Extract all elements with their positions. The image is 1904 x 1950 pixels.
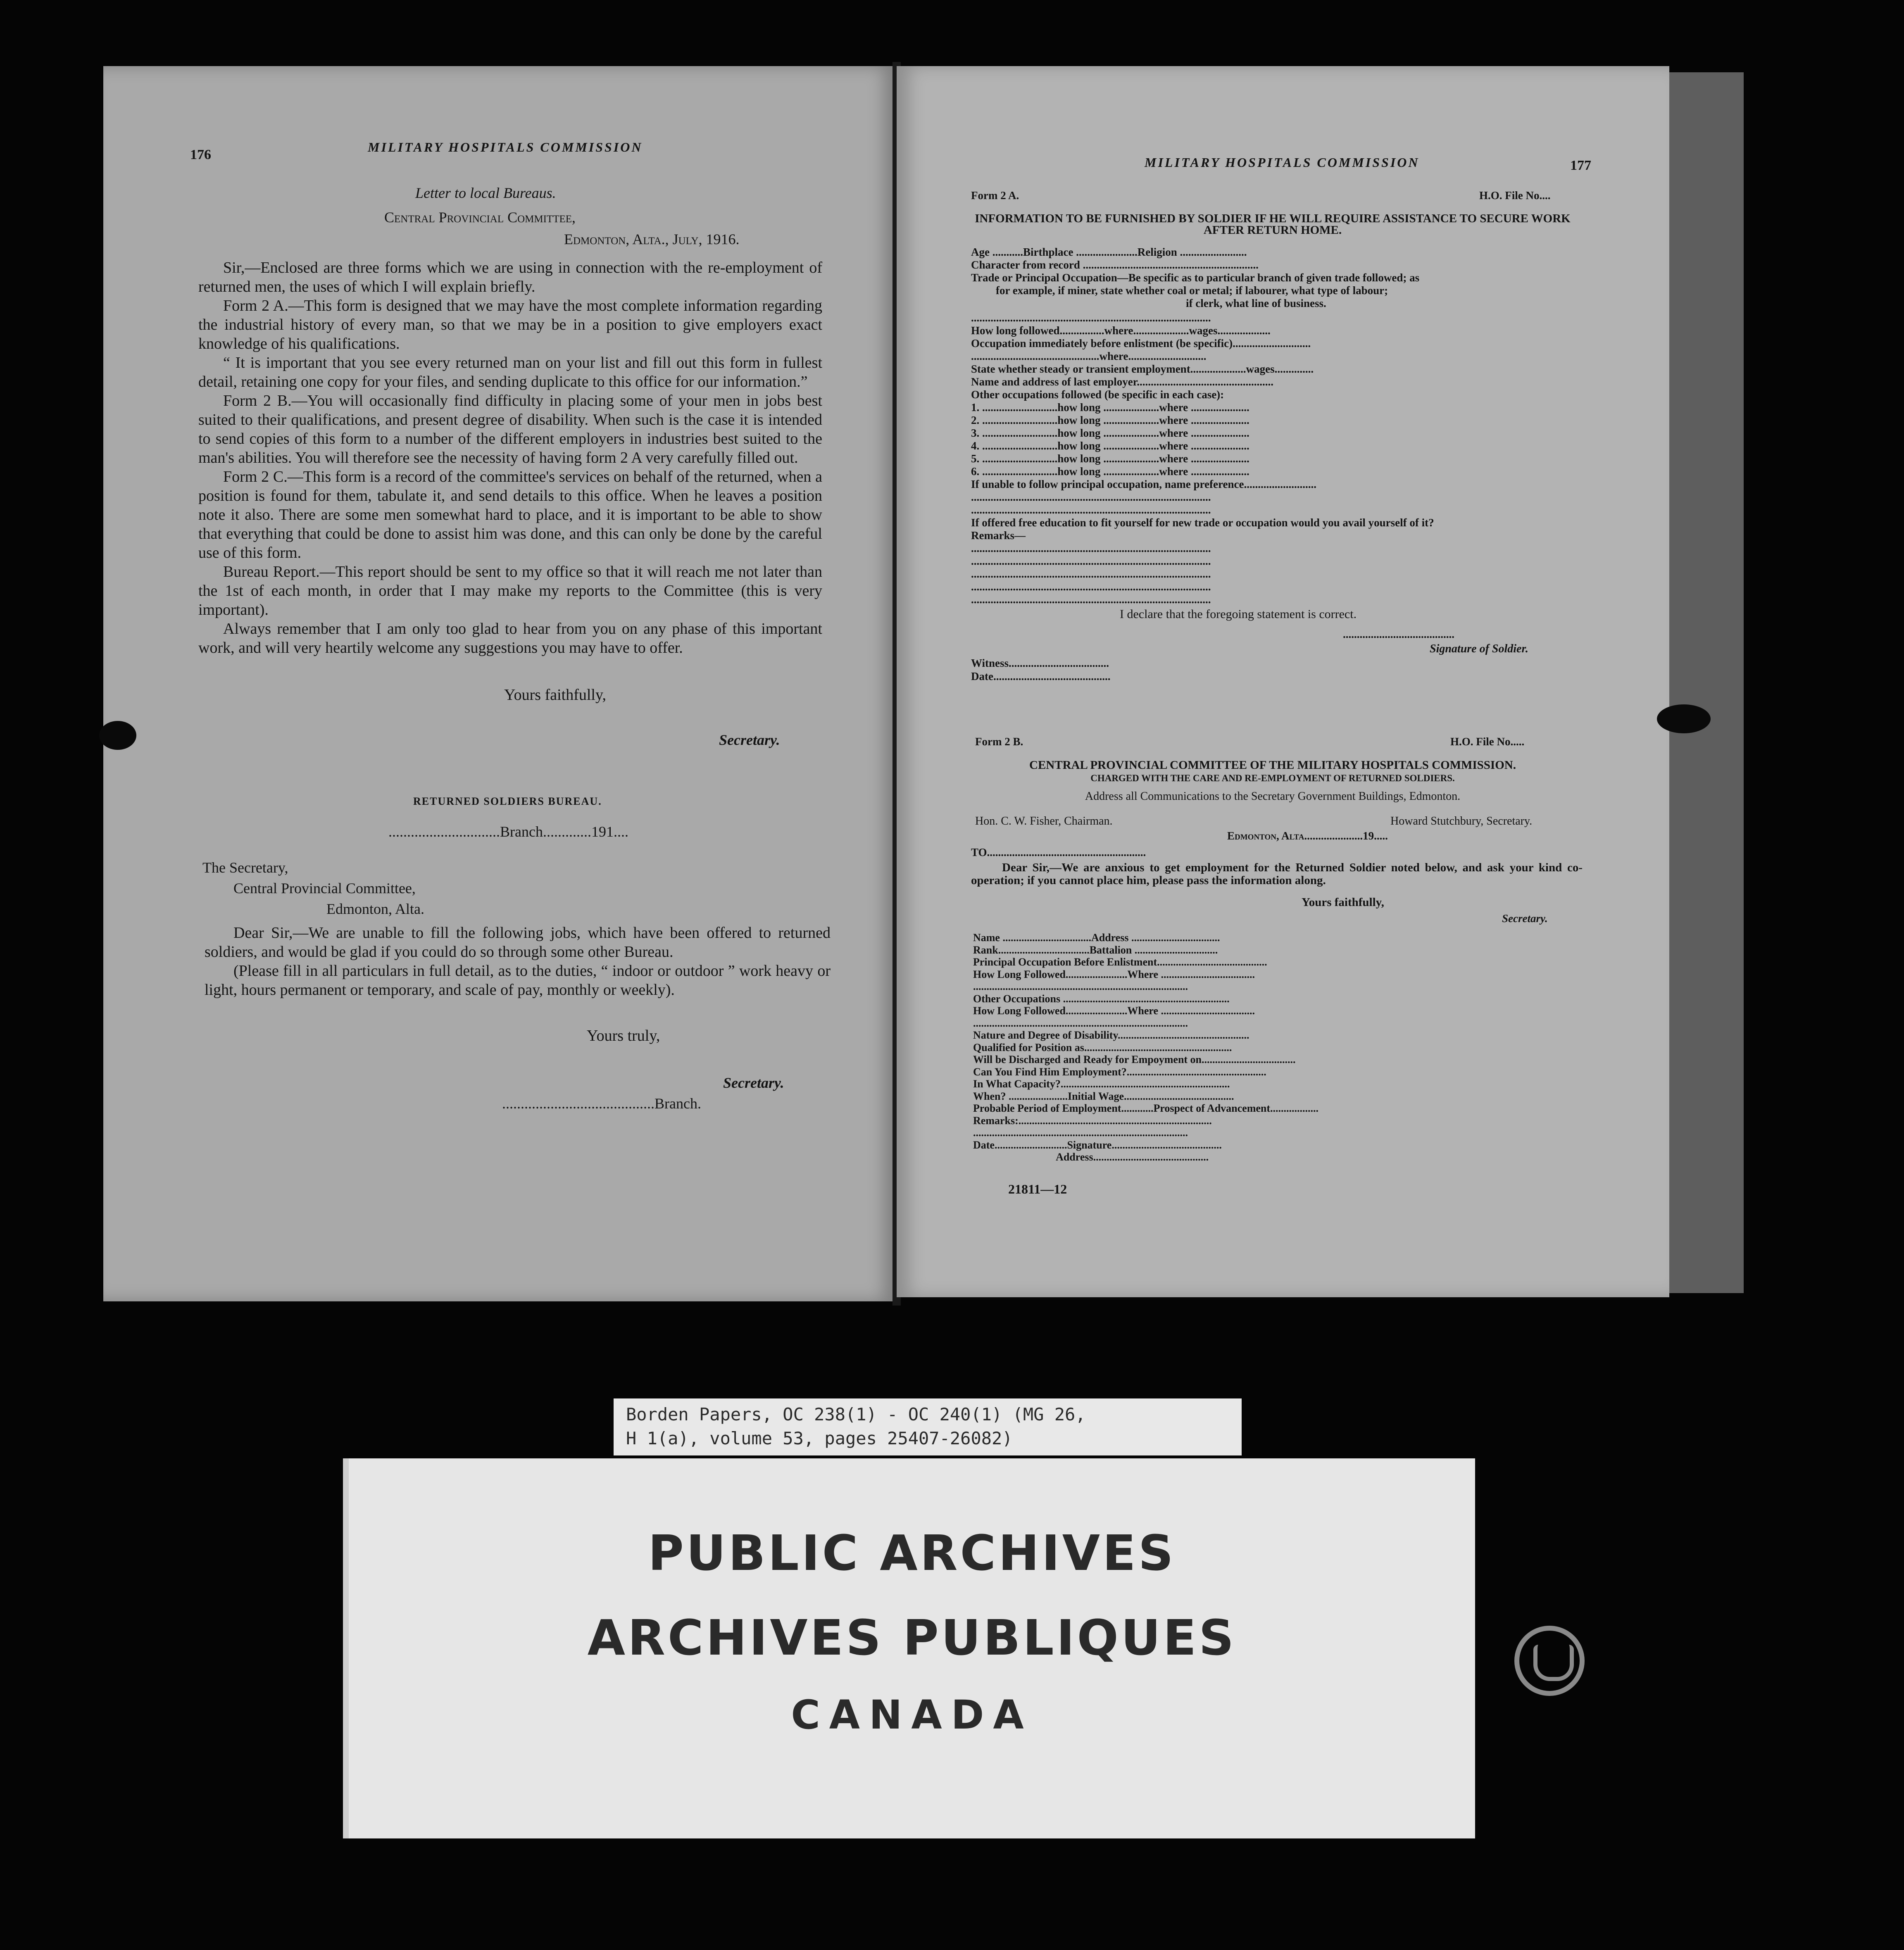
form-2b-closing: Yours faithfully, xyxy=(1302,896,1384,909)
form-line: Remarks— xyxy=(971,529,1026,542)
form-line: if clerk, what line of business. xyxy=(1186,297,1326,309)
page-clip xyxy=(1657,704,1711,733)
form-c-closing: Yours truly, xyxy=(587,1027,660,1044)
bureau-heading: RETURNED SOLDIERS BUREAU. xyxy=(413,795,602,807)
secretary-name: Howard Stutchbury, Secretary. xyxy=(1390,815,1533,828)
paragraph: Form 2 A.—This form is designed that we may have the most complete information regarding the industrial history of every man, so that we may be in a position to give employers exact knowledge of his qualifications. xyxy=(198,297,822,352)
form-line: Age ...........Birthplace ......................Religion ........................ xyxy=(971,246,1247,258)
form-line: How long followed................where....................wages................... xyxy=(971,324,1271,337)
form-2b-fields xyxy=(973,932,1585,1163)
chairman: Hon. C. W. Fisher, Chairman. xyxy=(975,815,1113,828)
form-line: for example, if miner, state whether coal or metal; if labourer, what type of labour; xyxy=(996,284,1388,297)
form-field: Date...........................Signature......................................... xyxy=(973,1139,1222,1151)
witness-line: Witness.................................... xyxy=(971,657,1109,669)
signature-dots: ........................................ xyxy=(1343,628,1454,640)
form-line: Name and address of last employer................................................. xyxy=(971,376,1274,388)
addressee-line: Central Provincial Committee, xyxy=(233,880,416,897)
form-2b-signature: Secretary. xyxy=(1502,912,1548,925)
form-c-paragraph: Dear Sir,—We are unable to fill the following jobs, which have been offered to returned soldiers, and would be glad if you could do so through some other Bureau. xyxy=(205,924,831,961)
paragraph: Sir,—Enclosed are three forms which we are using in connection with the re-employment of returned men, the uses of which I will explain briefly. xyxy=(198,259,822,295)
form-line: ...................................................................................... xyxy=(971,504,1211,516)
form-field: Probable Period of Employment............Prospect of Advancement.................. xyxy=(973,1102,1319,1114)
form-2b-address-line: Address all Communications to the Secretary Government Buildings, Edmonton. xyxy=(1085,790,1461,803)
form-field: Qualified for Position as....................................................... xyxy=(973,1041,1232,1053)
form-2b-paragraph: Dear Sir,—We are anxious to get employment for the Returned Soldier noted below, and ask your kind co-operation; if you cannot place him, please pass the information along. xyxy=(971,861,1583,887)
form-line: ...................................................................................... xyxy=(971,580,1211,593)
form-field: ................................................................................ xyxy=(973,980,1188,992)
left-page xyxy=(103,66,897,1301)
paragraph: Form 2 B.—You will occasionally find difficulty in placing some of your men in jobs best suited to their qualifications, and present degree of disability. When such is the case it is intended to send copies of this form to a number of the different employers in industries best suited to the man's abilities. You will therefore see the necessity of having form 2 A very carefully filled out. xyxy=(198,392,822,466)
form-line: Trade or Principal Occupation—Be specific as to particular branch of given trade followed; as xyxy=(971,271,1420,284)
branch-line: ..............................Branch.............191.... xyxy=(388,823,628,840)
form-2b-file-no: H.O. File No..... xyxy=(1450,735,1525,748)
signature: Secretary. xyxy=(719,732,780,748)
left-page-number: 176 xyxy=(190,147,211,162)
form-field: In What Capacity?............................................................... xyxy=(973,1078,1230,1090)
form-field: Address........................................... xyxy=(973,1151,1209,1163)
form-field: Name .................................Address ................................. xyxy=(973,932,1220,944)
form-line: Other occupations followed (be specific in each case): xyxy=(971,388,1224,401)
form-line: If unable to follow principal occupation, name preference.......................... xyxy=(971,478,1316,490)
signature-of-soldier: Signature of Soldier. xyxy=(1430,642,1528,655)
to-line: TO......................................................... xyxy=(971,846,1146,858)
form-line: ...................................................................................... xyxy=(971,491,1211,503)
addressee-line: The Secretary, xyxy=(202,859,288,876)
form-2a-title: INFORMATION TO BE FURNISHED BY SOLDIER IF HE WILL REQUIRE ASSISTANCE TO SECURE WORK AFTER RETURN HOME. xyxy=(975,212,1571,237)
form-line: If offered free education to fit yourself for new trade or occupation would you avail yourself of it? xyxy=(971,516,1434,529)
form-line: ...................................................................................... xyxy=(971,555,1211,567)
branch-footer: .........................................Branch. xyxy=(502,1095,701,1112)
form-line: ...................................................................................... xyxy=(971,542,1211,554)
form-2b-title: CENTRAL PROVINCIAL COMMITTEE OF THE MILITARY HOSPITALS COMMISSION. xyxy=(1029,759,1516,772)
form-line: State whether steady or transient employment....................wages.............. xyxy=(971,363,1314,375)
right-page-number: 177 xyxy=(1570,158,1591,173)
form-line: ..............................................where............................ xyxy=(971,350,1207,362)
right-page xyxy=(897,66,1669,1297)
form-2b-body xyxy=(971,861,1583,887)
form-2b-subtitle: CHARGED WITH THE CARE AND RE-EMPLOYMENT OF RETURNED SOLDIERS. xyxy=(1090,773,1455,783)
form-line: ...................................................................................... xyxy=(971,312,1211,324)
letter-title: Letter to local Bureaus. xyxy=(415,185,556,201)
paragraph: “ It is important that you see every returned man on your list and fill out this form in fullest detail, retaining one copy for your files, and sending duplicate to this office for our information.” xyxy=(198,354,822,390)
form-field: ................................................................................ xyxy=(973,1127,1188,1139)
form-line: 5. ...........................how long ....................where ..................... xyxy=(971,452,1250,465)
form-line: 3. ...........................how long ....................where ..................... xyxy=(971,427,1250,439)
date-line: Date.......................................... xyxy=(971,670,1111,682)
form-field: Will be Discharged and Ready for Empoyment on................................... xyxy=(973,1053,1296,1065)
form-field: ................................................................................ xyxy=(973,1017,1188,1029)
place-date: Edmonton, Alta., July, 1916. xyxy=(564,231,740,247)
declaration: I declare that the foregoing statement is correct. xyxy=(1120,607,1357,621)
form-2a-file-no: H.O. File No.... xyxy=(1479,189,1551,202)
form-line: 6. ...........................how long ....................where ..................... xyxy=(971,465,1250,478)
print-code: 21811—12 xyxy=(1008,1182,1067,1196)
paragraph: Bureau Report.—This report should be sent to my office so that it will reach me not later than the 1st of each month, in order that I may make my reports to the Committee (this is very important). xyxy=(198,563,822,618)
form-field: How Long Followed.......................Where ................................... xyxy=(973,1005,1255,1017)
form-2b-label: Form 2 B. xyxy=(975,735,1023,748)
page-clip xyxy=(99,721,136,750)
form-field: Rank..................................Battalion ............................... xyxy=(973,944,1218,956)
addressee-line: Edmonton, Alta. xyxy=(326,901,424,917)
form-c-note: (Please fill in all particulars in full detail, as to the duties, “ indoor or outdoor ” work heavy or light, hours permanent or temporary, and scale of pay, monthly or weekly). xyxy=(205,962,831,999)
card-country: CANADA xyxy=(791,1692,1033,1738)
closing: Yours faithfully, xyxy=(504,686,607,704)
form-field: Other Occupations .............................................................. xyxy=(973,992,1230,1005)
form-2a-fields xyxy=(971,246,1591,606)
form-2b-place-date: Edmonton, Alta.....................19..... xyxy=(1227,830,1388,842)
form-field: Nature and Degree of Disability................................................. xyxy=(973,1029,1250,1041)
archive-reference-label xyxy=(614,1398,1242,1455)
form-line: 1. ...........................how long ....................where ..................... xyxy=(971,401,1250,414)
left-running-head: MILITARY HOSPITALS COMMISSION xyxy=(368,140,643,155)
card-title: PUBLIC ARCHIVES xyxy=(648,1524,1176,1581)
form-line: Occupation immediately before enlistment (be specific)............................ xyxy=(971,337,1311,350)
card-title-french: ARCHIVES PUBLIQUES xyxy=(587,1609,1237,1666)
paragraph: Form 2 C.—This form is a record of the committee's services on behalf of the returned, when a position is found for them, tabulate it, and send details to this office. When he leaves a position note it also. There are some men somewhat hard to place, and it is important to be able to show that everything that could be done to assist him was done, and this can only be done by the careful use of this form. xyxy=(198,468,822,561)
committee-name: Central Provincial Committee, xyxy=(384,209,576,226)
book-edge xyxy=(1669,72,1744,1293)
form-field: How Long Followed.......................Where ................................... xyxy=(973,968,1255,980)
reference-line: Borden Papers, OC 238(1) - OC 240(1) (MG 26, xyxy=(626,1404,1086,1424)
form-field: When? ......................Initial Wage......................................... xyxy=(973,1090,1234,1102)
form-line: Character from record ............................................................... xyxy=(971,259,1259,271)
form-c-body xyxy=(205,923,831,999)
reference-line: H 1(a), volume 53, pages 25407-26082) xyxy=(626,1428,1013,1448)
form-field: Principal Occupation Before Enlistment......................................... xyxy=(973,956,1267,968)
addressee xyxy=(202,857,424,919)
right-running-head: MILITARY HOSPITALS COMMISSION xyxy=(1145,155,1420,170)
form-2a-label: Form 2 A. xyxy=(971,189,1019,202)
form-c-signature: Secretary. xyxy=(723,1075,784,1091)
form-line: ...................................................................................... xyxy=(971,568,1211,580)
form-field: Can You Find Him Employment?.................................................... xyxy=(973,1065,1266,1078)
form-line: 4. ...........................how long ....................where ..................... xyxy=(971,440,1250,452)
form-line: 2. ...........................how long ....................where ..................... xyxy=(971,414,1250,426)
letter-body xyxy=(198,258,822,657)
form-field: Remarks:........................................................................ xyxy=(973,1114,1212,1127)
archives-card xyxy=(343,1458,1475,1838)
archives-seal-icon xyxy=(1514,1626,1585,1696)
paragraph: Always remember that I am only too glad to hear from you on any phase of this important work, and will very heartily welcome any suggestions you may have to offer. xyxy=(198,620,822,656)
form-line: ...................................................................................... xyxy=(971,593,1211,606)
